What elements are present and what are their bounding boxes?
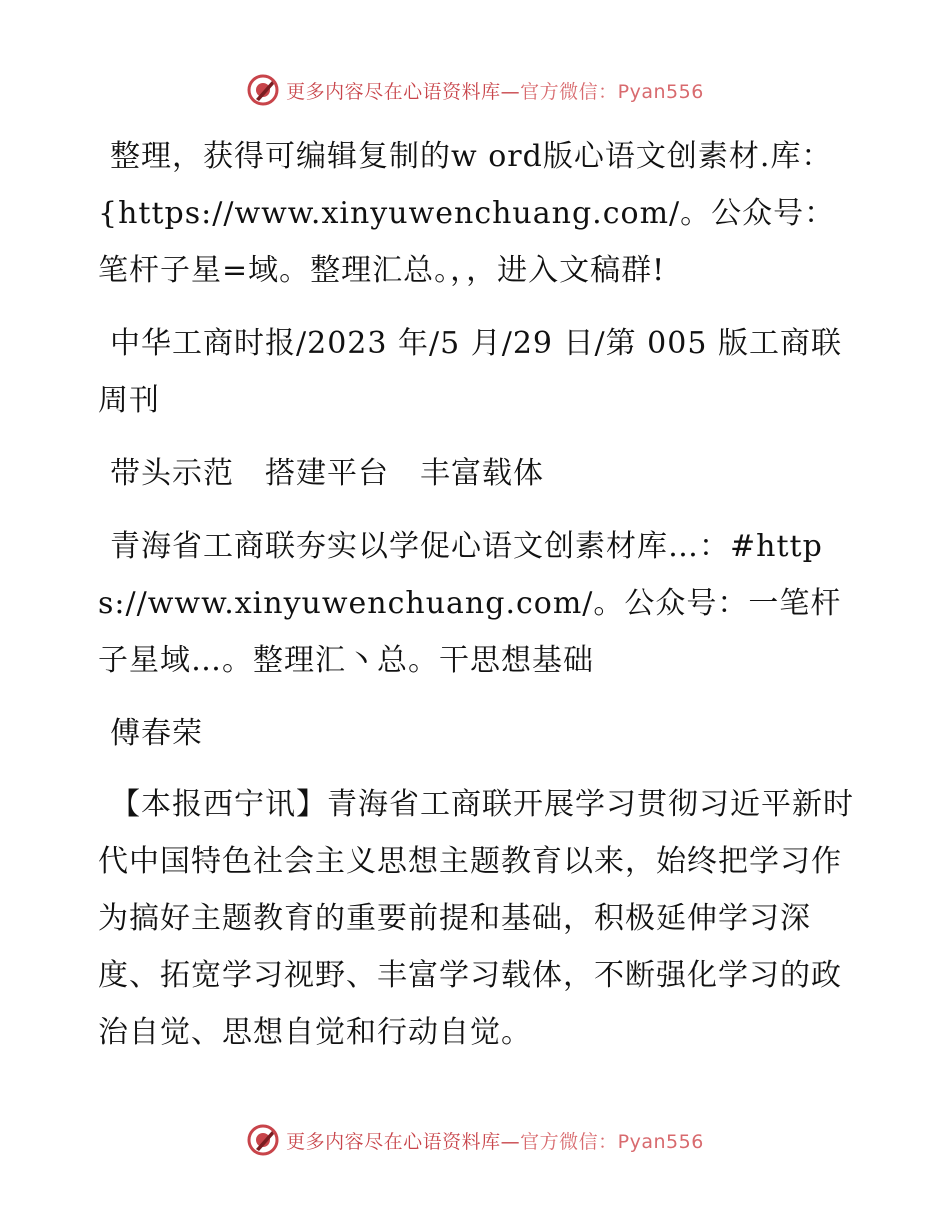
brand-logo-icon	[246, 73, 280, 107]
banner-text	[286, 77, 704, 104]
banner-wechat-text: 官方微信：Pyan556	[520, 80, 704, 103]
document-body	[98, 128, 858, 1077]
banner-site-text: 更多内容尽在心语资料库	[286, 80, 501, 103]
banner-separator: —	[500, 1130, 521, 1153]
author-name: 傅春荣	[110, 716, 203, 751]
header-banner	[0, 70, 950, 110]
banner-site-text: 更多内容尽在心语资料库	[286, 1130, 501, 1153]
article-subtitle: 青海省工商联夯实以学促心语文创素材库…：#https://www.xinyuwenchuang.com/。公众号：一笔杆子星域…。整理汇丶总。干思想基础	[98, 529, 842, 678]
brand-logo-icon	[246, 1123, 280, 1157]
article-title: 带头示范 搭建平台 丰富载体	[110, 456, 544, 491]
footer-banner	[0, 1120, 950, 1160]
source-line: 中华工商时报/2023 年/5 月/29 日/第 005 版工商联周刊	[98, 326, 842, 418]
banner-wechat-text: 官方微信：Pyan556	[520, 1130, 704, 1153]
banner-text	[286, 1127, 704, 1154]
banner-separator: —	[500, 80, 521, 103]
body-paragraph: 【本报西宁讯】青海省工商联开展学习贯彻习近平新时代中国特色社会主义思想主题教育以来，始终把学习作为搞好主题教育的重要前提和基础，积极延伸学习深度、拓宽学习视野、丰富学习载体，不断强化学习的政治自觉、思想自觉和行动自觉。	[98, 787, 854, 1050]
intro-paragraph: 整理，获得可编辑复制的w ord版心语文创素材.库：{https://www.xinyuwenchuang.com/。公众号：笔杆子星=域。整理汇总。，，进入文稿群!	[98, 139, 836, 288]
